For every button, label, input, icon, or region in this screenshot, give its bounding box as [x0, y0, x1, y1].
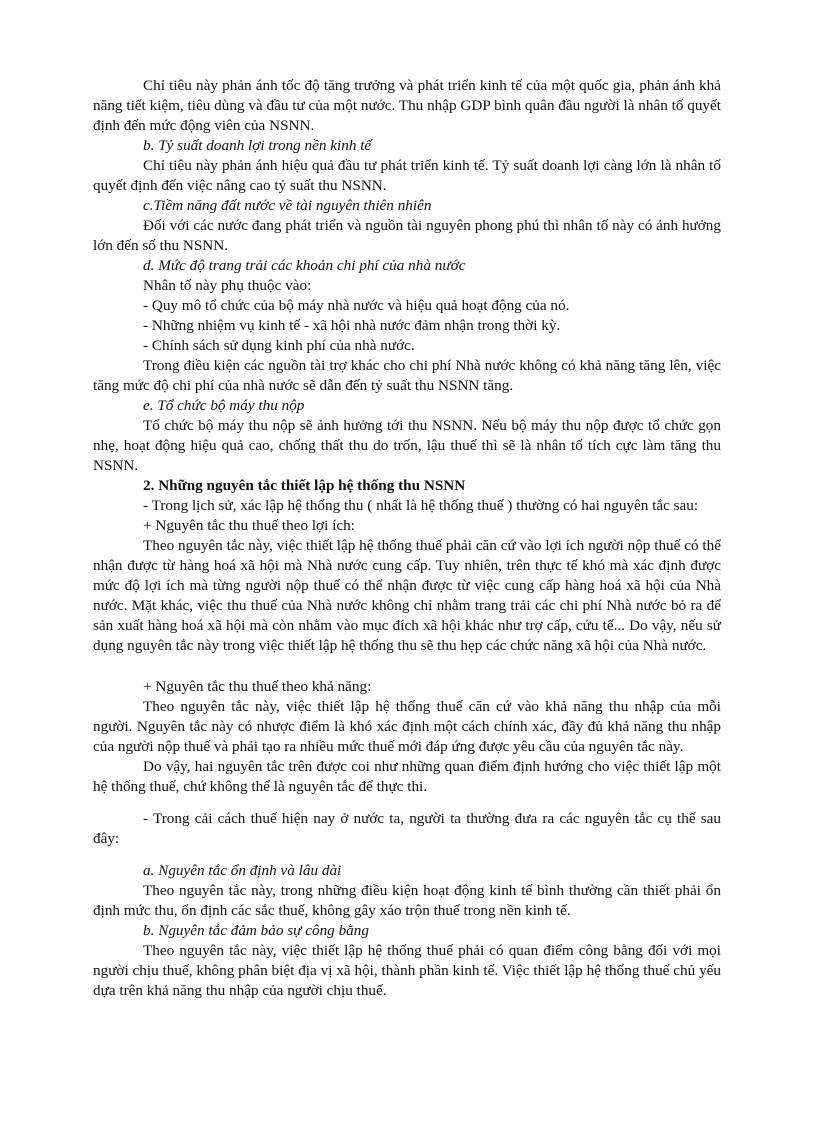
paragraph-ty-suat: Chỉ tiêu này phản ánh hiệu quả đầu tư phát triển kinh tế. Tỷ suất doanh lợi càng lớn là nhân tố quyết định đến việc nâng cao tỷ suất thu NSNN.	[93, 157, 721, 194]
subheading-a-on-dinh: a. Nguyên tắc ổn định và lâu dài	[143, 862, 342, 879]
paragraph-phu-thuoc: Nhân tố này phụ thuộc vào:	[143, 277, 312, 294]
document-body	[93, 76, 721, 1001]
list-item: - Quy mô tổ chức của bộ máy nhà nước và hiệu quả hoạt động của nó.	[143, 297, 570, 314]
paragraph-on-dinh: Theo nguyên tắc này, trong những điều kiện hoạt động kinh tế bình thường cần thiết phải ổn định mức thu, ổn định các sắc thuế, không gây xáo trộn thuế trong nền kinh tế.	[93, 882, 721, 919]
principle-kha-nang: + Nguyên tắc thu thuế theo khả năng:	[143, 678, 372, 695]
paragraph-gdp: Chỉ tiêu này phản ánh tốc độ tăng trưởng và phát triển kinh tế của một quốc gia, phản ánh khả năng tiết kiệm, tiêu dùng và đầu tư của một nước. Thu nhập GDP bình quân đầu người là nhân tố quyết định đến mức động viên của NSNN.	[93, 77, 721, 134]
subheading-b-cong-bang: b. Nguyên tắc đảm bảo sự công bằng	[143, 922, 369, 939]
paragraph-kha-nang: Theo nguyên tắc này, việc thiết lập hệ thống thuế căn cứ vào khả năng thu nhập của mỗi người. Nguyên tắc này có nhược điểm là khó xác định một cách chính xác, đầy đủ khả năng thu nhập của người nộp thuế và phải tạo ra nhiều mức thuế mới đáp ứng được yêu cầu của nguyên tắc này.	[93, 698, 721, 755]
paragraph-cong-bang: Theo nguyên tắc này, việc thiết lập hệ thống thuế phải có quan điểm công bằng đối với mọi người chịu thuế, không phân biệt địa vị xã hội, thành phần kinh tế. Việc thiết lập hệ thống thuế chủ yếu dựa trên khả năng thu nhập của người chịu thuế.	[93, 942, 721, 999]
paragraph-dinh-huong: Do vậy, hai nguyên tắc trên được coi như những quan điểm định hướng cho việc thiết lập một hệ thống thuế, chứ không thể là nguyên tắc để thực thi.	[93, 758, 721, 795]
spacer	[93, 797, 721, 809]
subheading-d-chi-phi: d. Mức độ trang trải các khoản chi phí của nhà nước	[143, 257, 466, 274]
paragraph-bo-may: Tổ chức bộ máy thu nộp sẽ ảnh hưởng tới thu NSNN. Nếu bộ máy thu nộp được tổ chức gọn nhẹ, hoạt động hiệu quả cao, chống thất thu do trốn, lậu thuế thì sẽ là nhân tố tích cực làm tăng thu NSNN.	[93, 417, 721, 474]
spacer	[93, 849, 721, 861]
paragraph-tai-nguyen: Đối với các nước đang phát triển và nguồn tài nguyên phong phú thì nhân tố này có ảnh hưởng lớn đến số thu NSNN.	[93, 217, 721, 254]
paragraph-cai-cach: - Trong cải cách thuế hiện nay ở nước ta, người ta thường đưa ra các nguyên tắc cụ thể sau đây:	[93, 810, 721, 847]
spacer	[93, 656, 721, 677]
paragraph-lich-su: - Trong lịch sử, xác lập hệ thống thu ( nhất là hệ thống thuế ) thường có hai nguyên tắc sau:	[143, 497, 699, 514]
subheading-e-bo-may: e. Tổ chức bộ máy thu nộp	[143, 397, 305, 414]
list-item: - Những nhiệm vụ kinh tế - xã hội nhà nước đảm nhận trong thời kỳ.	[143, 317, 561, 334]
paragraph-tai-tro: Trong điều kiện các nguồn tài trợ khác cho chi phí Nhà nước không có khả năng tăng lên, việc tăng mức độ chi phí của nhà nước sẽ dẫn đến tỷ suất thu NSNN tăng.	[93, 357, 721, 394]
paragraph-loi-ich: Theo nguyên tắc này, việc thiết lập hệ thống thuế phải căn cứ vào lợi ích người nộp thuế có thể nhận được từ hàng hoá xã hội mà Nhà nước cung cấp. Tuy nhiên, trên thực tế khó mà xác định được mức độ lợi ích mà từng người nộp thuế có thể nhận được từ việc cung cấp hàng hoá xã hội của Nhà nước. Mặt khác, việc thu thuế của Nhà nước không chỉ nhằm trang trải các chi phí Nhà nước bỏ ra để sản xuất hàng hoá xã hội mà còn nhằm vào mục đích xã hội khác như trợ cấp, cứu tế... Do vậy, nếu sử dụng nguyên tắc này trong việc thiết lập hệ thống thu sẽ thu hẹp các chức năng xã hội của Nhà nước.	[93, 537, 721, 654]
subheading-c-tai-nguyen: c.Tiềm năng đất nước về tài nguyên thiên nhiên	[143, 197, 432, 214]
section-heading-nguyen-tac: 2. Những nguyên tắc thiết lập hệ thống thu NSNN	[143, 477, 466, 494]
list-item: - Chính sách sử dụng kinh phí của nhà nước.	[143, 337, 415, 354]
principle-loi-ich: + Nguyên tắc thu thuế theo lợi ích:	[143, 517, 355, 534]
subheading-b-ty-suat: b. Tỷ suất doanh lợi trong nền kinh tế	[143, 137, 372, 154]
